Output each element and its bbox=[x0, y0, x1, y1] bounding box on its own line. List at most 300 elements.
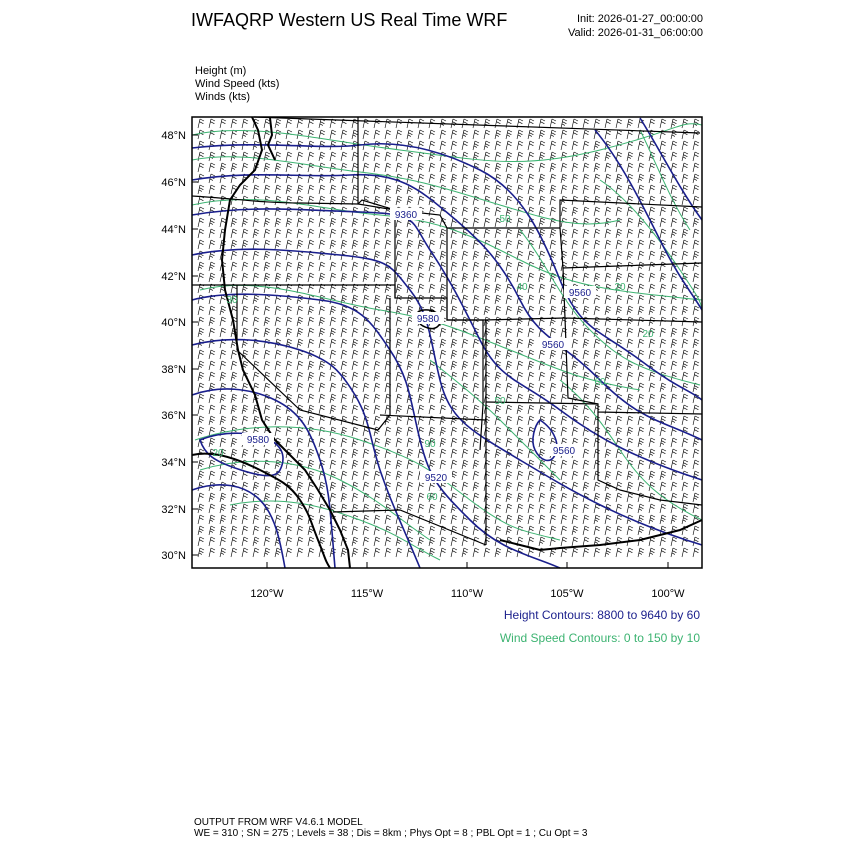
wind-barb-feather bbox=[386, 278, 389, 280]
wind-barb bbox=[561, 394, 567, 403]
wind-barb-feather bbox=[243, 410, 246, 412]
wind-barb-feather bbox=[639, 531, 642, 533]
wind-barb bbox=[308, 372, 314, 381]
wind-barb-feather bbox=[452, 476, 455, 478]
wind-barb-feather bbox=[199, 421, 202, 423]
wind-barb-feather bbox=[375, 300, 378, 302]
wind-barb bbox=[572, 339, 578, 348]
wind-barb-feather bbox=[254, 542, 257, 544]
wind-barb bbox=[671, 306, 677, 315]
wind-barb bbox=[550, 141, 556, 150]
wind-barb bbox=[231, 229, 237, 238]
wind-barb-feather bbox=[672, 124, 675, 126]
wind-barb bbox=[495, 548, 501, 557]
wind-barb bbox=[473, 218, 479, 227]
wind-barb bbox=[638, 504, 644, 513]
wind-barb bbox=[308, 119, 314, 128]
wind-barb bbox=[682, 152, 688, 161]
wind-barb-feather bbox=[353, 289, 356, 291]
wind-barb bbox=[275, 372, 281, 381]
wind-barb bbox=[242, 515, 248, 524]
wind-barb bbox=[517, 240, 523, 249]
wind-barb bbox=[220, 438, 226, 447]
wind-barb bbox=[605, 306, 611, 315]
wind-barb-feather bbox=[617, 432, 620, 434]
wind-barb bbox=[462, 537, 468, 546]
wind-barb bbox=[660, 163, 666, 172]
wind-barb-feather bbox=[375, 432, 378, 434]
wind-barb bbox=[264, 218, 270, 227]
wind-barb bbox=[660, 328, 666, 337]
wind-barb-feather bbox=[397, 289, 400, 291]
wind-barb-feather bbox=[628, 487, 631, 489]
wind-barb bbox=[572, 229, 578, 238]
wind-barb bbox=[341, 218, 347, 227]
wind-barb-feather bbox=[210, 443, 213, 445]
wind-barb bbox=[253, 537, 259, 546]
wind-barb bbox=[429, 405, 435, 414]
wind-barb bbox=[495, 317, 501, 326]
wind-barb bbox=[693, 449, 699, 458]
wind-barb bbox=[660, 427, 666, 436]
wind-barb-feather bbox=[287, 223, 290, 225]
wind-barb-feather bbox=[265, 157, 268, 159]
wind-barb bbox=[583, 196, 589, 205]
wind-barb bbox=[693, 130, 699, 139]
wind-barb bbox=[495, 240, 501, 249]
wind-barb-feather bbox=[397, 465, 400, 467]
wind-barb bbox=[308, 185, 314, 194]
wind-barb-feather bbox=[628, 366, 631, 368]
wind-barb bbox=[638, 416, 644, 425]
wind-barb bbox=[253, 328, 259, 337]
wind-barb bbox=[429, 537, 435, 546]
wind-barb bbox=[297, 339, 303, 348]
wind-barb bbox=[385, 460, 391, 469]
wind-barb-feather bbox=[606, 487, 609, 489]
wind-barb-feather bbox=[298, 344, 301, 346]
wind-barb bbox=[528, 152, 534, 161]
wind-barb bbox=[264, 449, 270, 458]
wind-barb-feather bbox=[529, 399, 532, 401]
wind-barb-feather bbox=[650, 553, 653, 555]
wind-barb bbox=[231, 537, 237, 546]
wind-barb-feather bbox=[496, 256, 499, 258]
wind-barb bbox=[649, 515, 655, 524]
wind-barb-feather bbox=[595, 157, 598, 159]
wind-barb bbox=[319, 394, 325, 403]
wind-barb-feather bbox=[463, 135, 466, 137]
wind-barb bbox=[539, 185, 545, 194]
wind-barb bbox=[220, 493, 226, 502]
wind-barb bbox=[473, 383, 479, 392]
wind-barb bbox=[209, 438, 215, 447]
wind-barb bbox=[473, 493, 479, 502]
wind-barb bbox=[671, 493, 677, 502]
wind-barb bbox=[682, 372, 688, 381]
wind-barb bbox=[671, 394, 677, 403]
wind-barb bbox=[198, 328, 204, 337]
wind-barb bbox=[330, 482, 336, 491]
wind-barb bbox=[506, 295, 512, 304]
wind-barb bbox=[484, 306, 490, 315]
wind-barb bbox=[550, 493, 556, 502]
wind-barb bbox=[473, 361, 479, 370]
wind-barb bbox=[264, 317, 270, 326]
wind-barb bbox=[264, 306, 270, 315]
wind-barb bbox=[484, 141, 490, 150]
wind-barb bbox=[539, 482, 545, 491]
wind-barb bbox=[649, 350, 655, 359]
wind-barb-feather bbox=[562, 201, 565, 203]
wind-barb bbox=[352, 427, 358, 436]
wind-barb bbox=[517, 515, 523, 524]
wind-barb bbox=[682, 174, 688, 183]
wind-barb bbox=[583, 438, 589, 447]
wind-barb bbox=[231, 372, 237, 381]
wind-barb bbox=[462, 119, 468, 128]
height-contour-label: 9560 bbox=[552, 446, 576, 457]
wind-barb-feather bbox=[221, 421, 224, 423]
wind-barb bbox=[660, 207, 666, 216]
wind-barb bbox=[429, 273, 435, 282]
wind-barb bbox=[297, 240, 303, 249]
wind-barb-feather bbox=[265, 333, 268, 335]
wind-barb-feather bbox=[562, 234, 565, 236]
wind-barb bbox=[528, 372, 534, 381]
wind-barb bbox=[605, 548, 611, 557]
wind-barb bbox=[594, 207, 600, 216]
wind-barb-feather bbox=[386, 256, 389, 258]
wind-barb bbox=[660, 394, 666, 403]
wind-barb-feather bbox=[518, 135, 521, 137]
wind-barb bbox=[407, 251, 413, 260]
wind-barb bbox=[462, 372, 468, 381]
wind-barb bbox=[253, 449, 259, 458]
wind-barb bbox=[396, 152, 402, 161]
wind-barb-feather bbox=[331, 201, 334, 203]
wind-barb bbox=[209, 493, 215, 502]
wind-barb bbox=[220, 350, 226, 359]
wind-barb bbox=[605, 229, 611, 238]
wind-barb bbox=[341, 548, 347, 557]
wind-barb-feather bbox=[221, 487, 224, 489]
lon-tick-label: 110°W bbox=[450, 588, 484, 600]
wind-barb bbox=[583, 240, 589, 249]
wind-barb bbox=[473, 471, 479, 480]
wind-barb-feather bbox=[639, 454, 642, 456]
wind-barb bbox=[363, 218, 369, 227]
wind-barb bbox=[319, 515, 325, 524]
wind-barb-feather bbox=[694, 344, 697, 346]
wind-barb bbox=[517, 361, 523, 370]
wind-barb bbox=[242, 416, 248, 425]
wind-barb bbox=[418, 537, 424, 546]
wind-barb bbox=[253, 515, 259, 524]
wind-barb bbox=[440, 460, 446, 469]
wind-barb bbox=[297, 449, 303, 458]
wind-barb bbox=[198, 152, 204, 161]
wind-barb bbox=[583, 449, 589, 458]
wind-barb bbox=[242, 394, 248, 403]
wind-barb bbox=[209, 515, 215, 524]
wind-barb bbox=[374, 361, 380, 370]
wind-barb bbox=[440, 284, 446, 293]
wind-barb-feather bbox=[628, 311, 631, 313]
wind-barb bbox=[242, 262, 248, 271]
wind-barb bbox=[275, 460, 281, 469]
wind-barb-feather bbox=[661, 443, 664, 445]
wind-barb-feather bbox=[463, 190, 466, 192]
wind-barb bbox=[374, 416, 380, 425]
wind-barb bbox=[319, 438, 325, 447]
wind-barb bbox=[660, 306, 666, 315]
wind-barb bbox=[517, 416, 523, 425]
wind-barb bbox=[275, 504, 281, 513]
wind-barb bbox=[352, 339, 358, 348]
wind-barb-feather bbox=[441, 443, 444, 445]
wind-barb bbox=[451, 163, 457, 172]
wind-barb bbox=[671, 130, 677, 139]
wind-barb bbox=[506, 526, 512, 535]
wind-barb bbox=[440, 163, 446, 172]
wind-barb-feather bbox=[606, 476, 609, 478]
wind-barb-feather bbox=[584, 157, 587, 159]
wind-barb-feather bbox=[243, 135, 246, 137]
wind-barb bbox=[407, 163, 413, 172]
wind-barb bbox=[286, 504, 292, 513]
wind-barb bbox=[352, 526, 358, 535]
wind-barb bbox=[363, 372, 369, 381]
wind-barb-feather bbox=[320, 278, 323, 280]
wind-barb bbox=[231, 119, 237, 128]
wind-barb bbox=[286, 317, 292, 326]
wind-barb bbox=[638, 394, 644, 403]
wind-barb-feather bbox=[232, 223, 235, 225]
wind-barb-feather bbox=[518, 234, 521, 236]
wind-barb-feather bbox=[309, 531, 312, 533]
wind-barb bbox=[506, 229, 512, 238]
wind-barb bbox=[264, 515, 270, 524]
wind-barb-feather bbox=[419, 245, 422, 247]
wind-barb bbox=[539, 427, 545, 436]
wind-barb bbox=[605, 119, 611, 128]
wind-barb bbox=[209, 471, 215, 480]
wind-barb bbox=[220, 526, 226, 535]
wind-barb-feather bbox=[408, 223, 411, 225]
wind-barb bbox=[264, 251, 270, 260]
wind-barb bbox=[264, 240, 270, 249]
wind-barb bbox=[451, 394, 457, 403]
wind-barb bbox=[275, 317, 281, 326]
wind-barb-feather bbox=[573, 388, 576, 390]
wind-barb-feather bbox=[342, 245, 345, 247]
wind-barb bbox=[330, 306, 336, 315]
wind-barb bbox=[572, 262, 578, 271]
wind-barb-feather bbox=[650, 322, 653, 324]
wind-barb bbox=[517, 273, 523, 282]
wind-barb-feather bbox=[298, 300, 301, 302]
wind-barb-feather bbox=[210, 179, 213, 181]
wind-barb-feather bbox=[595, 542, 598, 544]
wind-barb bbox=[693, 196, 699, 205]
wind-barb bbox=[660, 482, 666, 491]
wind-barb bbox=[616, 174, 622, 183]
wind-barb bbox=[363, 460, 369, 469]
wind-barb bbox=[352, 537, 358, 546]
wind-barb bbox=[682, 361, 688, 370]
wind-barb bbox=[528, 229, 534, 238]
wind-barb bbox=[572, 185, 578, 194]
wind-barb bbox=[319, 317, 325, 326]
wind-barb bbox=[231, 515, 237, 524]
wind-barb bbox=[352, 515, 358, 524]
wind-barb bbox=[198, 361, 204, 370]
wind-barb-feather bbox=[199, 256, 202, 258]
wind-barb-feather bbox=[342, 300, 345, 302]
lon-tick-label: 120°W bbox=[250, 588, 284, 600]
wind-barb-feather bbox=[474, 465, 477, 467]
wind-barb bbox=[495, 383, 501, 392]
wind-barb bbox=[264, 295, 270, 304]
wind-barb bbox=[638, 383, 644, 392]
wind-barb bbox=[616, 460, 622, 469]
lat-tick-label: 38°N bbox=[161, 364, 186, 376]
wind-barb bbox=[253, 295, 259, 304]
wind-barb bbox=[693, 339, 699, 348]
wind-barb bbox=[297, 537, 303, 546]
wind-barb-feather bbox=[254, 509, 257, 511]
wind-barb bbox=[275, 328, 281, 337]
wind-contour-label: 40 bbox=[516, 282, 528, 293]
wind-barb bbox=[693, 493, 699, 502]
wind-barb bbox=[616, 449, 622, 458]
wind-barb-feather bbox=[551, 168, 554, 170]
wind-barb bbox=[330, 372, 336, 381]
wind-barb bbox=[275, 262, 281, 271]
wind-barb bbox=[462, 251, 468, 260]
wind-barb bbox=[638, 284, 644, 293]
wind-barb bbox=[220, 482, 226, 491]
wind-barb-feather bbox=[408, 300, 411, 302]
wind-barb-feather bbox=[221, 311, 224, 313]
wind-barb bbox=[682, 141, 688, 150]
wind-barb bbox=[649, 504, 655, 513]
wind-barb bbox=[363, 350, 369, 359]
wind-barb bbox=[627, 394, 633, 403]
wind-barb bbox=[594, 482, 600, 491]
wind-barb-feather bbox=[672, 135, 675, 137]
wind-barb-feather bbox=[617, 366, 620, 368]
wind-barb-feather bbox=[595, 278, 598, 280]
wind-barb bbox=[583, 174, 589, 183]
wind-barb bbox=[385, 163, 391, 172]
wind-barb bbox=[473, 339, 479, 348]
wind-barb bbox=[583, 328, 589, 337]
wind-barb bbox=[352, 372, 358, 381]
wind-barb-feather bbox=[353, 135, 356, 137]
wind-barb bbox=[572, 163, 578, 172]
wind-barb-feather bbox=[254, 300, 257, 302]
wind-barb bbox=[484, 185, 490, 194]
wind-barb bbox=[594, 350, 600, 359]
wind-barb bbox=[693, 405, 699, 414]
wind-barb-feather bbox=[672, 344, 675, 346]
wind-barb-feather bbox=[210, 289, 213, 291]
wind-barb-feather bbox=[595, 168, 598, 170]
wind-barb-feather bbox=[265, 278, 268, 280]
wind-barb bbox=[407, 427, 413, 436]
wind-barb-feather bbox=[683, 234, 686, 236]
wind-barb bbox=[462, 141, 468, 150]
wind-barb bbox=[297, 152, 303, 161]
wind-barb bbox=[572, 372, 578, 381]
wind-barb bbox=[198, 537, 204, 546]
wind-barb bbox=[198, 394, 204, 403]
wind-barb bbox=[308, 218, 314, 227]
wind-barb-feather bbox=[232, 410, 235, 412]
wind-barb bbox=[308, 383, 314, 392]
wind-barb bbox=[385, 251, 391, 260]
wind-barb-feather bbox=[419, 399, 422, 401]
wind-barb bbox=[286, 218, 292, 227]
wind-barb bbox=[506, 141, 512, 150]
wind-barb bbox=[616, 229, 622, 238]
wind-barb bbox=[231, 427, 237, 436]
wind-barb-feather bbox=[463, 322, 466, 324]
wind-barb-feather bbox=[408, 377, 411, 379]
wind-barb bbox=[539, 405, 545, 414]
wind-contour-label: 90 bbox=[424, 439, 436, 450]
wind-barb bbox=[352, 273, 358, 282]
wind-barb bbox=[638, 372, 644, 381]
wind-barb bbox=[440, 372, 446, 381]
wind-barb-feather bbox=[298, 476, 301, 478]
wind-barb bbox=[495, 350, 501, 359]
wind-barb bbox=[308, 229, 314, 238]
wind-barb bbox=[660, 350, 666, 359]
wind-barb bbox=[583, 163, 589, 172]
wind-contour-label: 50 bbox=[499, 214, 511, 225]
wind-barb bbox=[308, 361, 314, 370]
wind-barb bbox=[231, 416, 237, 425]
wind-barb bbox=[242, 449, 248, 458]
wind-barb bbox=[671, 515, 677, 524]
wind-barb bbox=[693, 218, 699, 227]
wind-barb bbox=[693, 141, 699, 150]
wind-barb bbox=[407, 295, 413, 304]
wind-barb-feather bbox=[199, 344, 202, 346]
wind-barb bbox=[462, 471, 468, 480]
wind-barb-feather bbox=[551, 487, 554, 489]
wind-barb bbox=[550, 119, 556, 128]
wind-barb-feather bbox=[650, 311, 653, 313]
wind-barb bbox=[319, 185, 325, 194]
wind-barb bbox=[275, 405, 281, 414]
wind-barb bbox=[506, 471, 512, 480]
wind-barb-feather bbox=[463, 366, 466, 368]
wind-barb bbox=[363, 482, 369, 491]
wind-barb-feather bbox=[221, 289, 224, 291]
wind-barb bbox=[649, 284, 655, 293]
wind-barb-feather bbox=[254, 410, 257, 412]
wind-barb bbox=[286, 361, 292, 370]
wind-barb bbox=[275, 130, 281, 139]
wind-barb bbox=[660, 515, 666, 524]
wind-barb-feather bbox=[342, 278, 345, 280]
wind-barb bbox=[330, 229, 336, 238]
wind-barb bbox=[396, 229, 402, 238]
